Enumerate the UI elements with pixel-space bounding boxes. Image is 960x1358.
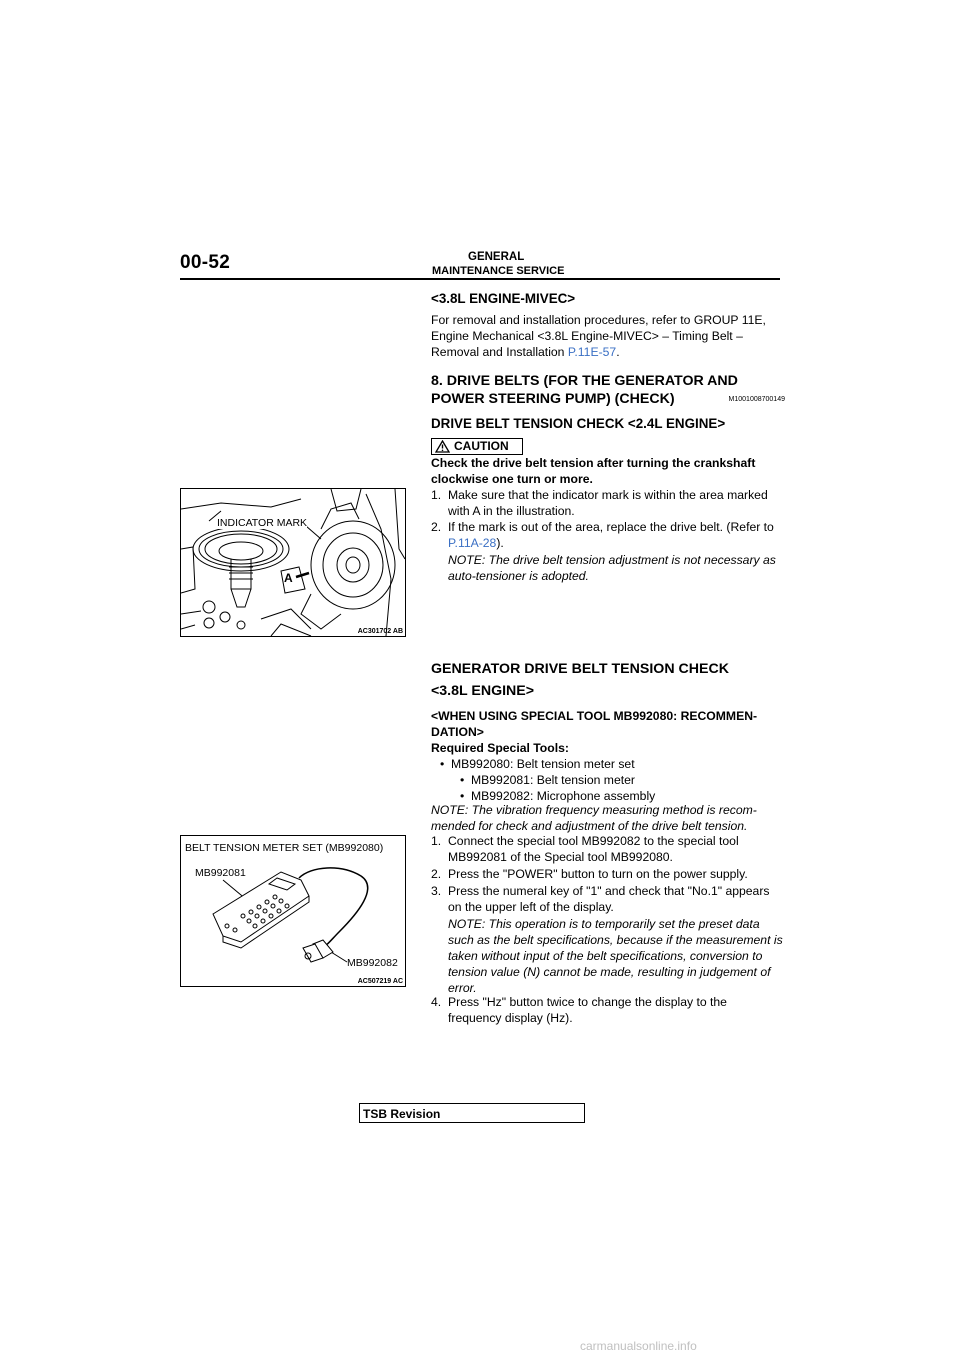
special-tool-subheading: <WHEN USING SPECIAL TOOL MB992080: RECOMMEN-DATION> bbox=[431, 709, 758, 739]
subtool-text: MB992082: Microphone assembly bbox=[471, 789, 656, 803]
section-code: M1001008700149 bbox=[728, 396, 785, 403]
note-auto-tensioner: NOTE: The drive belt tension adjustment is not necessary as auto-tensioner is adopted. bbox=[448, 553, 776, 583]
subtool-text: MB992081: Belt tension meter bbox=[471, 773, 635, 787]
tensioner-illustration bbox=[181, 489, 405, 636]
removal-paragraph-end: . bbox=[616, 345, 620, 359]
step-number: 1. bbox=[431, 488, 442, 502]
engine-mivec-heading: <3.8L ENGINE-MIVEC> bbox=[431, 291, 576, 306]
generator-tension-heading-line2: <3.8L ENGINE> bbox=[431, 683, 535, 699]
step-2-24 bbox=[431, 519, 783, 551]
removal-paragraph-text: For removal and installation procedures, refer to GROUP 11E, Engine Mechanical <3.8L Engine-MIVEC> – Timing Belt – Removal and Installation bbox=[431, 313, 766, 359]
step-number: 4. bbox=[431, 995, 442, 1009]
label-mb992082: MB992082 bbox=[347, 957, 398, 969]
subtool-item bbox=[431, 772, 783, 788]
step-1-24 bbox=[431, 487, 783, 519]
required-tools-label: Required Special Tools: bbox=[431, 741, 569, 755]
step-number: 3. bbox=[431, 884, 442, 898]
note-preset-data: NOTE: This operation is to temporarily set the preset data such as the belt specifications, because if the measurement is taken without input of the belt specifications, conversion to tension value (N) cannot be made, resulting in judgement of error. bbox=[448, 917, 783, 995]
figure2-title: BELT TENSION METER SET (MB992080) bbox=[185, 842, 384, 854]
caution-box bbox=[431, 438, 523, 455]
link-p11a-28[interactable]: P.11A-28 bbox=[448, 536, 497, 550]
watermark: carmanualsonline.info bbox=[580, 1339, 697, 1353]
link-p11e-57[interactable]: P.11E-57 bbox=[567, 345, 617, 359]
page-number: 00-52 bbox=[180, 252, 231, 273]
step-text: If the mark is out of the area, replace the drive belt. (Refer to bbox=[448, 520, 774, 534]
step-text: Connect the special tool MB992082 to the special tool MB992081 of the Special tool MB992080. bbox=[448, 834, 739, 864]
figure-indicator-mark bbox=[180, 488, 406, 637]
bullet-glyph: • bbox=[440, 757, 445, 771]
warning-triangle-icon bbox=[435, 440, 450, 453]
step-text: Press the "POWER" button to turn on the power supply. bbox=[448, 867, 748, 881]
step-text: Press the numeral key of "1" and check that "No.1" appears on the upper left of the display. bbox=[448, 884, 770, 914]
caution-text: Check the drive belt tension after turning the crankshaft clockwise one turn or more. bbox=[431, 456, 756, 486]
figure-code: AC301702 AB bbox=[357, 628, 403, 635]
section-title: GENERAL bbox=[468, 251, 525, 263]
step-text: Press "Hz" button twice to change the display to the frequency display (Hz). bbox=[448, 995, 727, 1025]
drive-belts-heading-line1: 8. DRIVE BELTS (FOR THE GENERATOR AND bbox=[431, 373, 738, 389]
tool-text: MB992080: Belt tension meter set bbox=[451, 757, 635, 771]
step-number: 1. bbox=[431, 834, 442, 848]
drive-belts-heading-text: POWER STEERING PUMP) (CHECK) bbox=[431, 391, 675, 407]
step-3-38 bbox=[431, 883, 783, 915]
tension-check-24-heading: DRIVE BELT TENSION CHECK <2.4L ENGINE> bbox=[431, 416, 726, 431]
step-number: 2. bbox=[431, 520, 442, 534]
bullet-glyph: • bbox=[460, 773, 465, 787]
step-number: 2. bbox=[431, 867, 442, 881]
meter-illustration bbox=[181, 836, 405, 986]
step-2-38 bbox=[431, 866, 783, 882]
generator-tension-heading-line1: GENERATOR DRIVE BELT TENSION CHECK bbox=[431, 661, 729, 677]
subsection-title: MAINTENANCE SERVICE bbox=[432, 265, 565, 277]
header-rule bbox=[180, 278, 780, 280]
step-text-end: ). bbox=[496, 536, 504, 550]
removal-paragraph bbox=[431, 312, 783, 360]
caution-label: CAUTION bbox=[454, 439, 509, 453]
label-indicator-mark: INDICATOR MARK bbox=[217, 517, 308, 529]
step-1-38 bbox=[431, 833, 783, 865]
figure-belt-tension-meter-set bbox=[180, 835, 406, 987]
step-4-38 bbox=[431, 994, 783, 1026]
tool-item bbox=[431, 756, 783, 772]
note-vibration-method: NOTE: The vibration frequency measuring method is recom-mended for check and adjustment of the drive belt tension. bbox=[431, 803, 757, 833]
bullet-glyph: • bbox=[460, 789, 465, 803]
figure2-code: AC507219 AC bbox=[357, 978, 403, 985]
label-mb992081: MB992081 bbox=[195, 867, 246, 879]
drive-belts-heading-line2 bbox=[431, 390, 783, 409]
step-text: Make sure that the indicator mark is within the area marked with A in the illustration. bbox=[448, 488, 768, 518]
tsb-revision-box: TSB Revision bbox=[359, 1103, 585, 1123]
label-area-a: A bbox=[284, 571, 293, 585]
tool-list bbox=[431, 756, 783, 804]
